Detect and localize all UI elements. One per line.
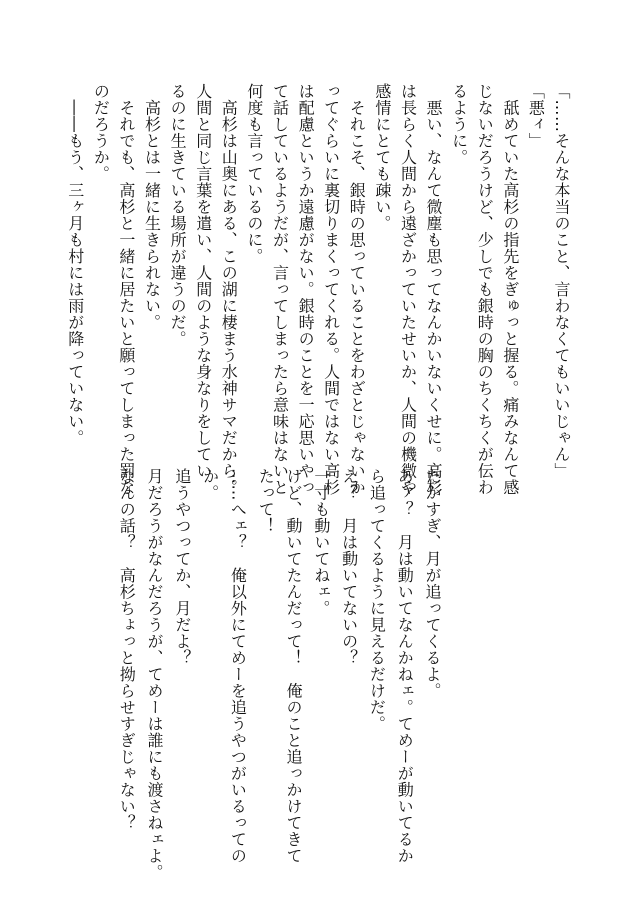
text-line: え？ 月は動いてないの？ [339, 468, 359, 666]
text-line: るのに生きている場所が違うのだ。 [168, 83, 188, 347]
upper-text-block [62, 83, 574, 496]
text-line: ――もう、三ヶ月も村には雨が降っていない。 [65, 83, 85, 446]
text-line: 人間と同じ言葉を遣い、人間のような身なりをしてい [193, 83, 213, 479]
text-line: 悪い、なんて微塵も思ってなんかいないくせに。高杉 [424, 83, 444, 496]
text-line: か。 [200, 468, 220, 501]
text-line: るように。 [449, 83, 469, 166]
text-line: は長らく人間から遠ざかっていたせいか、人間の機微や [398, 83, 418, 496]
text-line: じないだろうけど、少しでも銀時の胸のちくちくが伝わ [475, 83, 495, 496]
text-line: 高杉とは一緒に生きられない。 [142, 83, 162, 331]
text-line: なんの話？ 高杉ちょっと拗らせすぎじゃない？ [117, 468, 137, 831]
text-line: けど、動いてたんだって！ 俺のこと追っかけてきて [284, 468, 304, 864]
text-line: て話しているようだが、言ってしまったら意味はないと [270, 83, 290, 496]
text-line: それこそ、銀時の思っていることをわざとじゃないか [347, 83, 367, 496]
text-line: たかすぎ、月が追ってくるよ。 [423, 468, 442, 699]
text-line: それでも、高杉と一緒に居たいと願ってしまった罰な [116, 83, 136, 496]
text-line: 高杉は山奥にある、この湖に棲まう水神サマだから。 [219, 83, 239, 496]
text-line: 追うやつってか、月だよ？ [172, 468, 192, 666]
text-line: ってぐらいに裏切りまくってくれる。人間ではない高杉 [321, 83, 341, 496]
text-line: のだろうか。 [91, 83, 111, 182]
text-line: は配慮というか遠慮がない。銀時のことを一応思いやっ [296, 83, 316, 496]
text-line: 「悪ィ」 [526, 83, 546, 149]
text-line: 舐めていた高杉の指先をぎゅっと握る。痛みなんて感 [500, 83, 520, 496]
text-line: 何度も言っているのに。 [244, 83, 264, 265]
text-line: ……へェ？ 俺以外にてめーを追うやつがいるっての [228, 468, 248, 864]
text-line: 一寸も動いてねェ。 [311, 468, 331, 617]
text-line: あァ？ 月は動いてなんかねェ。てめーが動いてるか [395, 468, 415, 864]
lower-text-block [112, 468, 446, 881]
text-line: 月だろうがなんだろうが、てめーは誰にも渡さねェよ。 [145, 468, 165, 881]
text-line: たって！ [256, 468, 276, 534]
text-line: ら追ってくるように見えるだけだ。 [367, 468, 387, 732]
text-line: 感情にとても疎い。 [372, 83, 392, 232]
text-line: 「……そんな本当のこと、言わなくてもいいじゃん」 [552, 83, 571, 479]
